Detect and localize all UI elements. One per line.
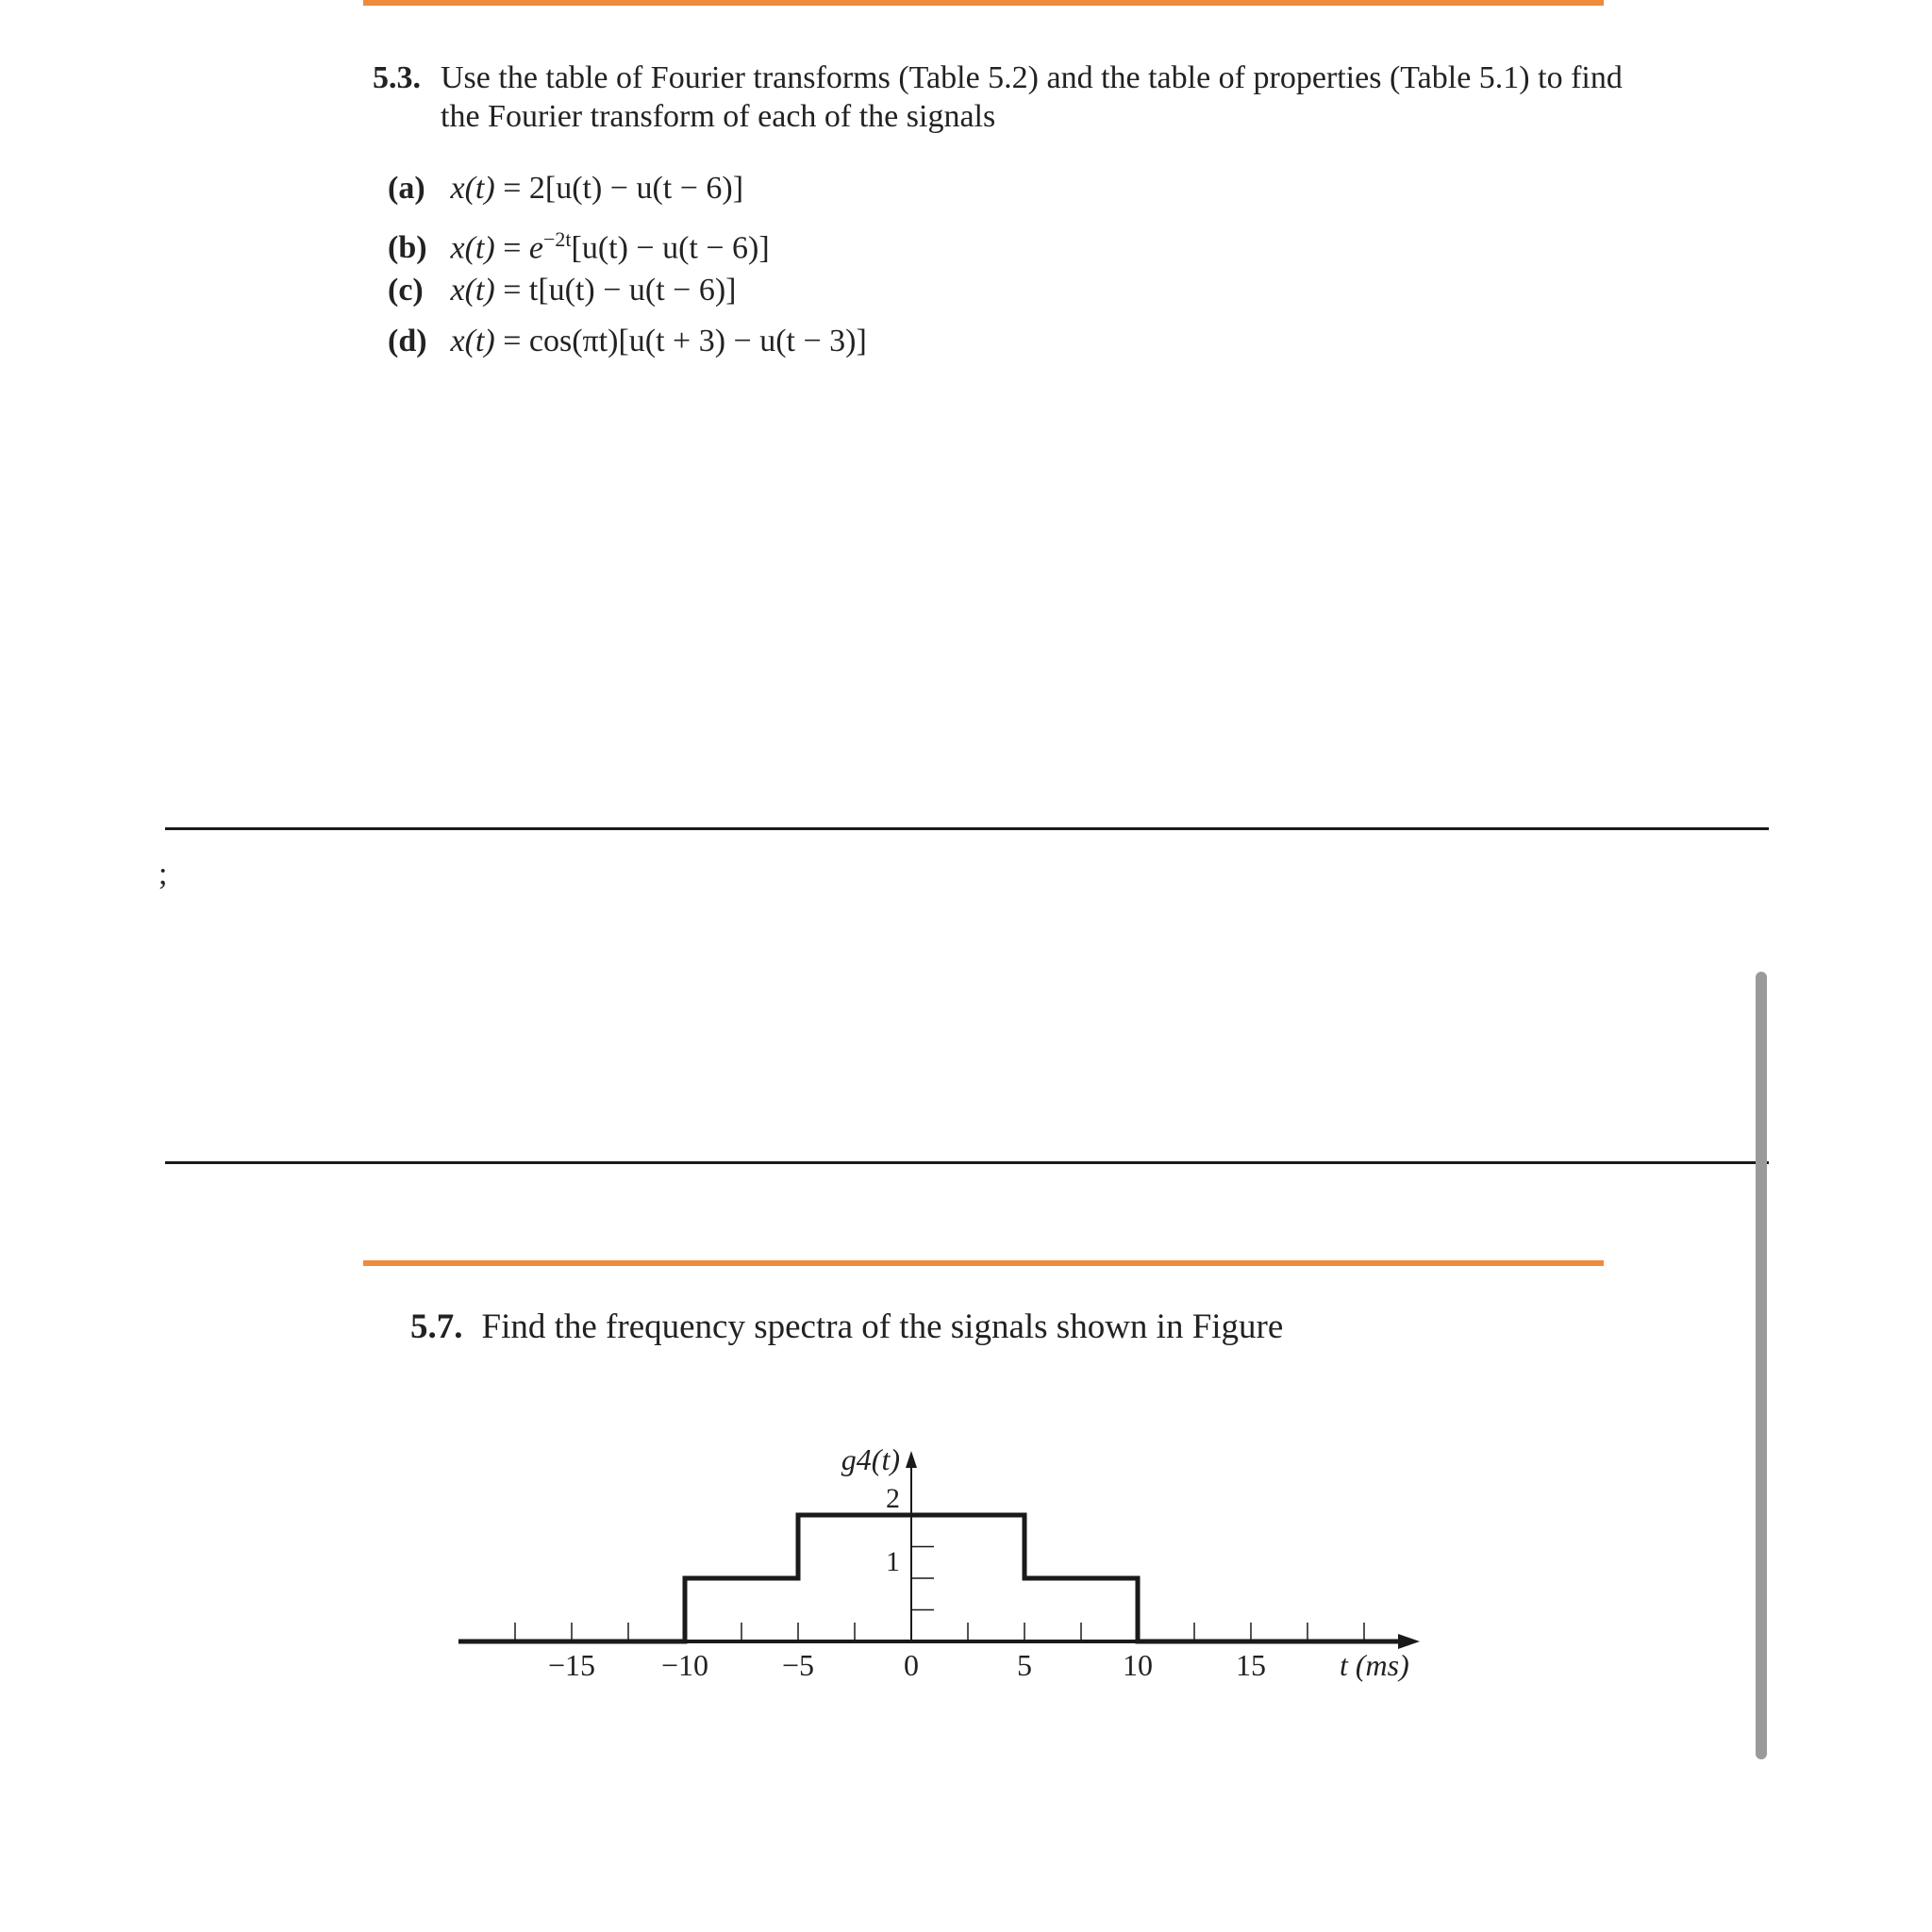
part-b-rhs-base: e [528,230,543,266]
y-axis-label: g4(t) [841,1442,900,1476]
y-minor-ticks [911,1515,934,1610]
problem-5-3-number: 5.3. [373,60,421,95]
x-tick-labels [548,1648,1266,1682]
part-d-lhs: x(t) [450,324,495,358]
part-b-rhs-exponent: −2t [542,227,572,251]
part-d-label: (d) [388,324,427,358]
stray-glyph: ; [158,857,168,891]
part-a-label: (a) [388,171,425,206]
part-a-rhs: 2[u(t) − u(t − 6)] [528,171,744,206]
x-tick-label: 15 [1236,1648,1266,1682]
problem-5-3-text: Use the table of Fourier transforms (Table 5.2) and the table of properties (Table 5.1) to find the Fourier transform of each of the signals [441,60,1623,134]
x-tick-label: −5 [781,1648,815,1682]
x-tick-label: −15 [547,1648,596,1682]
part-b-label: (b) [388,230,427,266]
x-axis-label: t (ms) [1340,1648,1409,1682]
part-d-expression: x(t) = cos(πt)[u(t + 3) − u(t − 3)] [450,324,867,358]
y-tick-labels [886,1483,900,1577]
part-c-label: (c) [388,273,424,308]
y-tick-label: 2 [886,1483,900,1514]
x-minor-ticks [515,1623,1364,1641]
problem-5-7-number: 5.7. [410,1307,463,1346]
part-b-expression: $x(t) = e^{-2t}[u(t) - u(t - 6)]$ [450,227,770,266]
x-tick-label: 0 [904,1648,919,1682]
part-b-lhs: x(t) [450,230,495,266]
y-tick-label: 1 [886,1546,900,1577]
part-d-rhs: cos(πt)[u(t + 3) − u(t − 3)] [528,324,867,358]
part-c-lhs: x(t) [450,273,495,308]
part-c-expression: x(t) = t[u(t) − u(t − 6)] [450,273,737,308]
x-tick-label: 10 [1123,1648,1153,1682]
y-axis-arrow-icon [906,1451,917,1468]
part-a-expression: x(t) = 2[u(t) − u(t − 6)] [450,171,744,206]
part-a-lhs: x(t) [450,171,495,206]
part-c-rhs: t[u(t) − u(t − 6)] [528,273,737,308]
x-tick-label: 5 [1017,1648,1032,1682]
problem-5-7-text: Find the frequency spectra of the signals shown in Figure [481,1307,1284,1346]
x-tick-label: −10 [660,1648,709,1682]
part-b-rhs-rest: [u(t) − u(t − 6)] [571,230,770,266]
